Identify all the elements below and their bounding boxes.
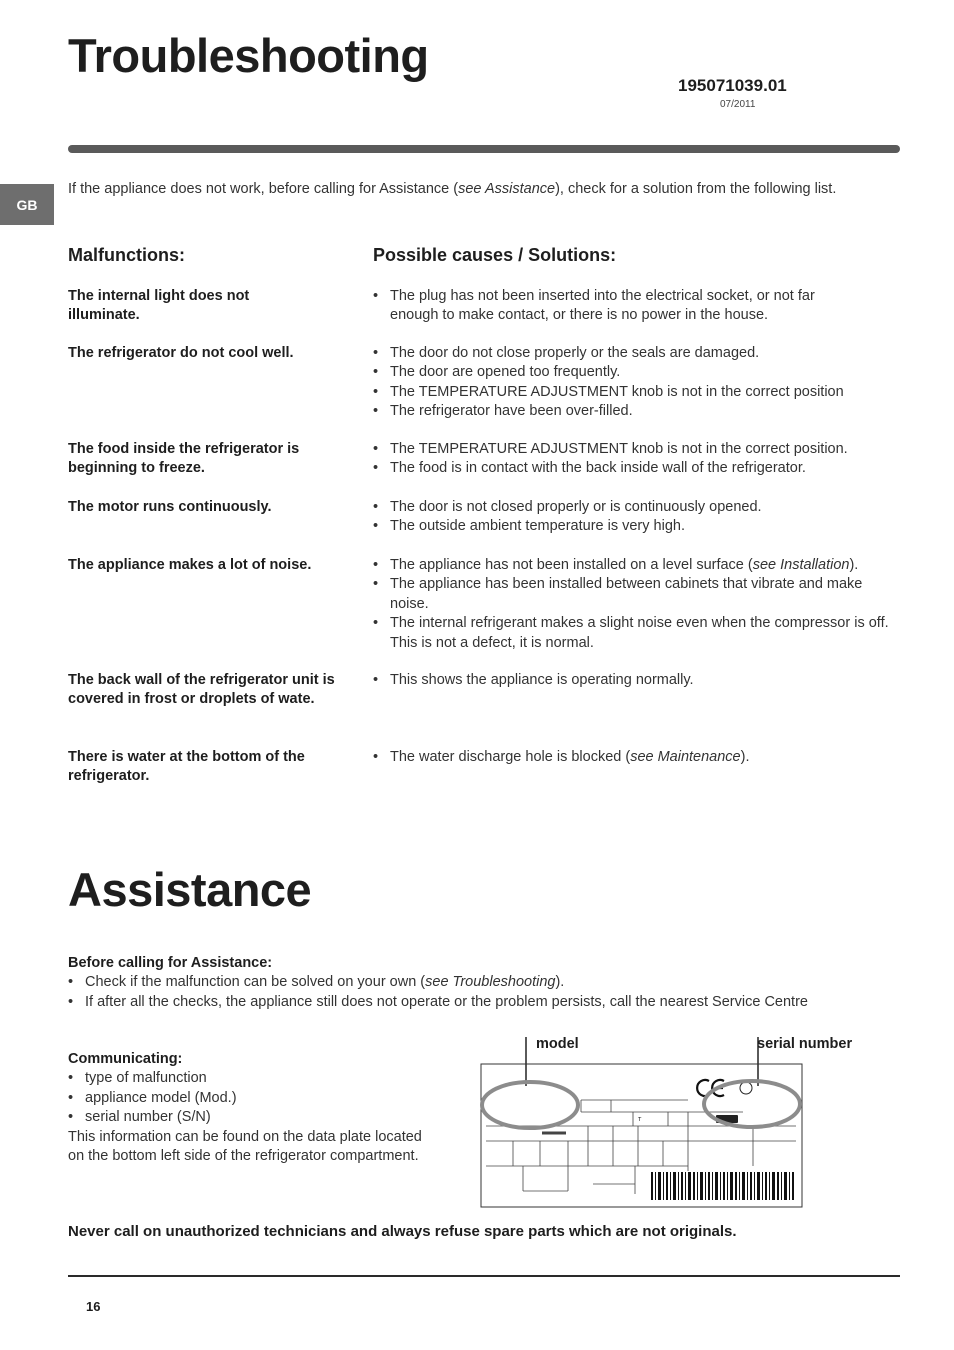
solution-item <box>373 287 860 326</box>
bullet: • <box>373 345 379 361</box>
malfunction-item: The motor runs continuously. <box>68 499 272 515</box>
solution-item <box>373 363 903 382</box>
solution-text: The appliance has not been installed on a level surface ( <box>390 557 753 573</box>
document-date: 07/2011 <box>720 99 756 110</box>
approval-mark-icon <box>740 1082 752 1094</box>
malfunction-item: The appliance makes a lot of noise. <box>68 557 312 573</box>
communicating-text: type of malfunction <box>85 1070 207 1087</box>
data-plate-note-line-1: This information can be found on the data plate located <box>68 1128 422 1145</box>
malfunction-item: The internal light does not illuminate. <box>68 288 250 324</box>
serial-number-label: serial number <box>757 1036 853 1052</box>
solution-item <box>373 344 903 363</box>
solution-reference: see Installation <box>752 557 850 573</box>
solution-reference: see Maintenance <box>630 749 741 765</box>
communicating-list <box>68 1069 468 1127</box>
solution-text: The door is not closed properly or is continuously opened. <box>390 499 762 515</box>
communicating-text: serial number (S/N) <box>85 1109 211 1126</box>
model-highlight-ellipse <box>482 1082 578 1128</box>
bullet: • <box>68 1070 74 1087</box>
solution-text: The refrigerator have been over-filled. <box>390 403 633 420</box>
solution-item <box>373 575 870 614</box>
document-code: 195071039.01 <box>678 76 787 95</box>
bullet: • <box>373 749 379 765</box>
data-plate-svg <box>478 1034 863 1214</box>
solution-item <box>373 614 903 653</box>
bullet: • <box>68 1109 74 1126</box>
page-number: 16 <box>86 1299 101 1314</box>
bullet: • <box>68 993 74 1010</box>
solution-text: The outside ambient temperature is very high. <box>390 518 685 535</box>
bullet: • <box>373 364 379 381</box>
footer-divider <box>68 1275 900 1277</box>
solution-item <box>373 459 903 478</box>
bullet: • <box>373 403 379 420</box>
solution-text-end: ). <box>740 749 750 765</box>
intro-text: If the appliance does not work, before calling for Assistance ( <box>68 181 459 197</box>
solution-list <box>373 748 903 767</box>
section-title: Assistance <box>68 863 312 916</box>
solution-text: The food is in contact with the back inside wall of the refrigerator. <box>390 460 806 477</box>
solution-item <box>373 671 903 690</box>
intro-reference: see Assistance <box>458 181 556 197</box>
barcode-icon <box>650 1171 795 1201</box>
bullet: • <box>373 460 379 477</box>
warning-text: Never call on unauthorized technicians and always refuse spare parts which are not originals. <box>68 1223 737 1240</box>
solution-text-end: ). <box>849 557 859 573</box>
solution-item <box>373 498 903 517</box>
malfunction-item: The refrigerator do not cool well. <box>68 345 294 361</box>
communicating-item <box>68 1089 468 1108</box>
solution-text: The water discharge hole is blocked ( <box>390 749 631 765</box>
bullet: • <box>373 441 379 457</box>
bullet: • <box>373 499 379 515</box>
solution-list <box>373 344 903 422</box>
bullet: • <box>373 288 379 304</box>
malfunction-item: The food inside the refrigerator is beginning to freeze. <box>68 441 300 477</box>
before-calling-item <box>68 993 808 1012</box>
model-label: model <box>536 1036 579 1052</box>
solution-text: The TEMPERATURE ADJUSTMENT knob is not in the correct position. <box>390 441 848 457</box>
header-divider <box>68 145 900 153</box>
solution-list <box>373 498 903 537</box>
solution-text: The internal refrigerant makes a slight noise even when the compressor is off. This is not a defect, it is normal. <box>390 615 889 651</box>
solution-list <box>373 440 903 479</box>
before-calling-list <box>68 973 808 1012</box>
communicating-item <box>68 1108 468 1127</box>
bullet: • <box>373 557 379 573</box>
solution-item <box>373 383 903 402</box>
solution-list <box>373 556 903 653</box>
bullet: • <box>68 974 74 991</box>
communicating-block <box>68 1050 468 1166</box>
bullet: • <box>373 672 379 688</box>
solution-item <box>373 402 903 421</box>
page-title: Troubleshooting <box>68 29 429 82</box>
before-calling-block <box>68 954 808 1012</box>
language-tab: GB <box>0 184 54 225</box>
solutions-heading: Possible causes / Solutions: <box>373 245 617 265</box>
before-calling-text: Check if the malfunction can be solved on your own ( <box>85 974 426 991</box>
bullet: • <box>373 383 379 400</box>
bullet: • <box>373 615 379 632</box>
malfunctions-heading: Malfunctions: <box>68 245 185 265</box>
data-plate-note-line-2: on the bottom left side of the refrigerator compartment. <box>68 1148 419 1165</box>
solution-text: The TEMPERATURE ADJUSTMENT knob is not in the correct position <box>390 383 844 400</box>
solution-item <box>373 748 903 767</box>
solution-text: The door do not close properly or the seals are damaged. <box>390 345 760 361</box>
malfunction-item: There is water at the bottom of the refrigerator. <box>68 749 305 785</box>
solution-item <box>373 517 903 536</box>
bullet: • <box>373 576 379 593</box>
malfunction-item: The back wall of the refrigerator unit is covered in frost or droplets of wate. <box>68 672 335 708</box>
before-calling-reference: see Troubleshooting <box>425 974 556 991</box>
before-calling-item <box>68 973 808 992</box>
solution-text: The plug has not been inserted into the electrical socket, or not far enough to make contact, or there is no power in the house. <box>390 288 815 324</box>
solution-list <box>373 671 903 690</box>
solution-text: The door are opened too frequently. <box>390 364 621 381</box>
before-calling-text: If after all the checks, the appliance still does not operate or the problem persists, call the nearest Service Centre <box>85 993 808 1010</box>
before-calling-text-end: ). <box>555 974 565 991</box>
solution-text: This shows the appliance is operating normally. <box>390 672 694 688</box>
bullet: • <box>68 1089 74 1106</box>
communicating-item <box>68 1069 468 1088</box>
before-calling-heading: Before calling for Assistance: <box>68 955 273 971</box>
solution-item <box>373 440 903 459</box>
bullet: • <box>373 518 379 535</box>
solution-list <box>373 287 903 326</box>
plate-fan-icon: ᵀ <box>638 1116 642 1125</box>
intro-paragraph <box>68 181 836 197</box>
solution-item <box>373 556 903 575</box>
solution-text: The appliance has been installed between cabinets that vibrate and make noise. <box>390 576 863 612</box>
intro-text-end: ), check for a solution from the following list. <box>555 181 837 197</box>
communicating-heading: Communicating: <box>68 1051 183 1067</box>
data-plate-illustration <box>478 1034 863 1214</box>
communicating-text: appliance model (Mod.) <box>85 1089 237 1106</box>
